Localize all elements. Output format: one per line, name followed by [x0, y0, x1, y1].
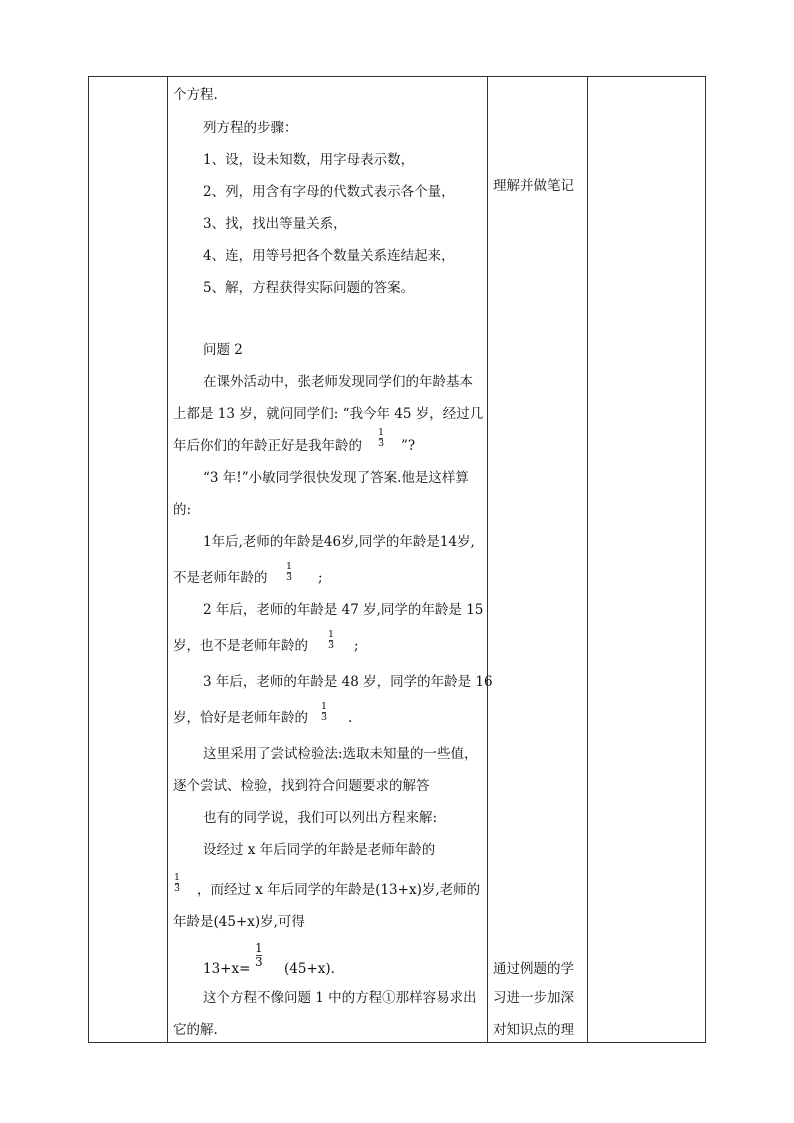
student-activity-cell: [493, 76, 585, 1043]
text-line: 这个方程不像问题 1 中的方程①那样容易求出: [203, 990, 477, 1006]
fraction-one-third: 1 3: [321, 701, 328, 723]
activity-note-line: 习进一步加深: [493, 990, 574, 1006]
text-line: ”?: [401, 438, 416, 454]
text-line: 的:: [173, 502, 192, 518]
text-line: .: [348, 710, 353, 726]
equation-lhs: 13+x=: [203, 961, 251, 977]
equation-rhs: (45+x).: [284, 961, 335, 977]
fraction-one-third: 1 3: [286, 561, 293, 583]
column-divider: [587, 76, 588, 1043]
text-line: 5、解，方程获得实际问题的答案。: [203, 280, 415, 296]
text-line: 这里采用了尝试检验法:选取未知量的一些值，: [203, 746, 478, 762]
activity-note-line: 通过例题的学: [493, 961, 574, 977]
text-line: ;: [354, 638, 359, 654]
text-line: 岁，也不是老师年龄的: [173, 638, 308, 654]
text-line: 岁，恰好是老师年龄的: [173, 710, 308, 726]
column-divider: [167, 76, 168, 1043]
text-line: 年龄是(45+x)岁,可得: [173, 914, 305, 930]
fraction-one-third: 1 3: [378, 427, 385, 449]
text-line: 设经过 x 年后同学的年龄是老师年龄的: [203, 842, 436, 858]
text-line: 4、连，用等号把各个数量关系连结起来，: [203, 248, 455, 264]
text-line: 上都是 13 岁，就问同学们: “我今年 45 岁，经过几: [173, 406, 484, 422]
lesson-content-cell: [173, 76, 493, 1043]
text-line: 3、找，找出等量关系，: [203, 216, 347, 232]
text-line: 3 年后，老师的年龄是 48 岁，同学的年龄是 16: [203, 674, 493, 690]
equation-fraction: 1 3: [255, 941, 263, 969]
text-line: 在课外活动中，张老师发现同学们的年龄基本: [203, 374, 473, 390]
text-line: 也有的同学说，我们可以列出方程来解:: [203, 810, 438, 826]
text-line: 它的解.: [173, 1022, 218, 1038]
text-line: 不是老师年龄的: [173, 570, 268, 586]
text-line: “3 年!”小敏同学很快发现了答案.他是这样算: [203, 470, 469, 486]
text-line: 2 年后，老师的年龄是 47 岁,同学的年龄是 15: [203, 602, 484, 618]
column-divider: [487, 76, 488, 1043]
text-line: 个方程.: [173, 87, 218, 103]
text-line: ;: [318, 570, 323, 586]
text-line: 列方程的步骤：: [203, 120, 298, 136]
fraction-one-third: 1 3: [174, 872, 181, 894]
text-line: 年后你们的年龄正好是我年龄的: [173, 438, 362, 454]
fraction-one-third: 1 3: [328, 629, 335, 651]
text-line: 1年后,老师的年龄是46岁,同学的年龄是14岁,: [203, 534, 475, 550]
text-line: ，而经过 x 年后同学的年龄是(13+x)岁,老师的: [197, 882, 481, 898]
text-line: 逐个尝试、检验，找到符合问题要求的解答: [173, 778, 430, 794]
text-line: 2、列，用含有字母的代数式表示各个量，: [203, 184, 455, 200]
activity-note-line: 对知识点的理: [493, 1022, 574, 1038]
activity-note: 理解并做笔记: [493, 178, 574, 194]
text-line: 1、设，设未知数，用字母表示数，: [203, 152, 415, 168]
problem-heading: 问题 2: [203, 342, 243, 358]
